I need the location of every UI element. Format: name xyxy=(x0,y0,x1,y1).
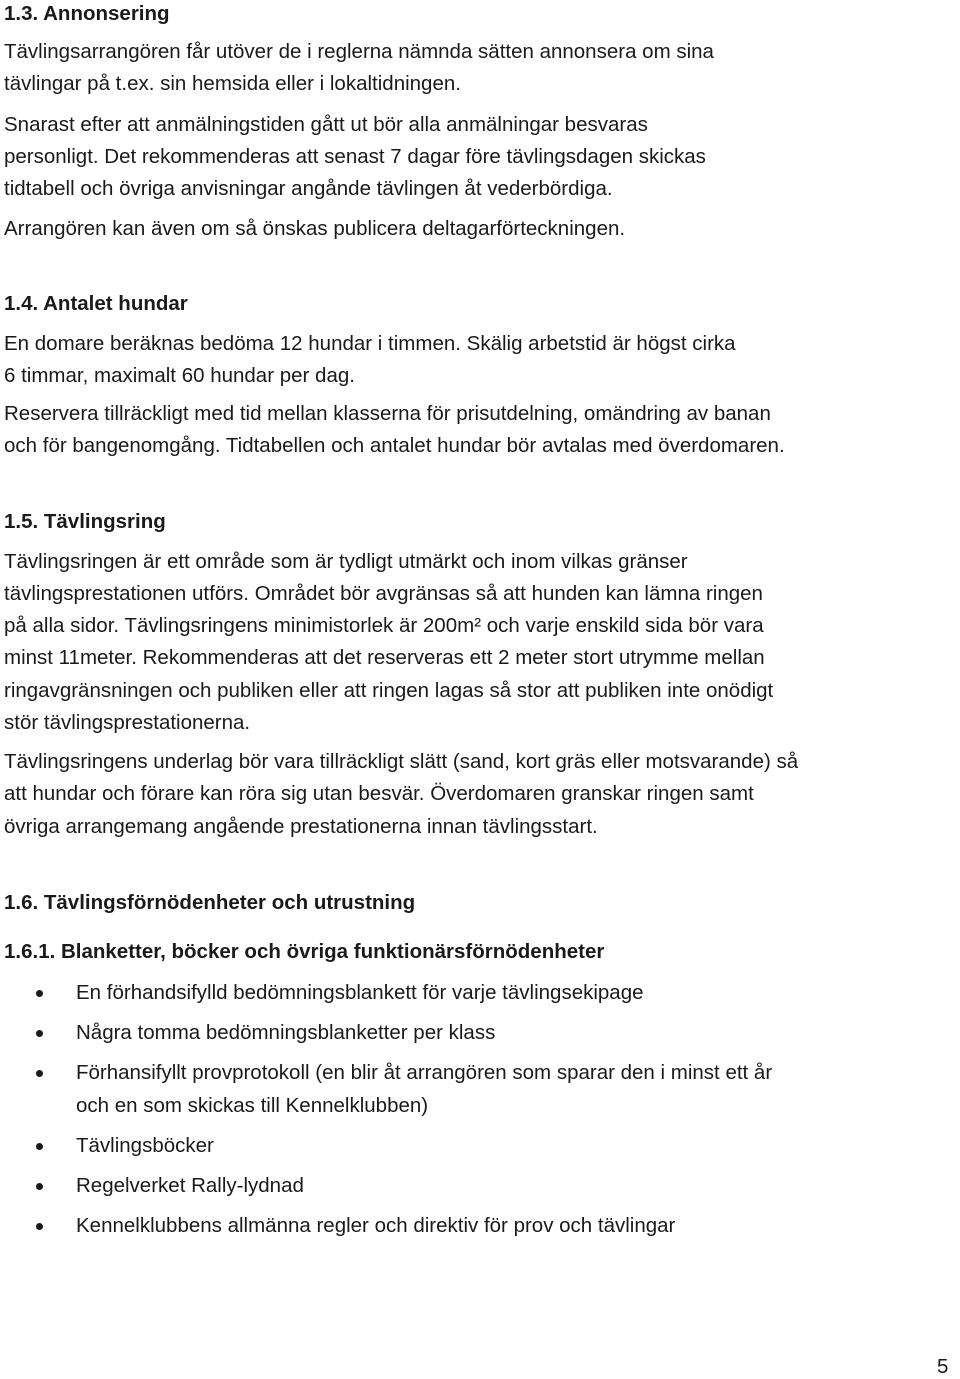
paragraph-line: övriga arrangemang angående prestationerna innan tävlingsstart. xyxy=(4,815,598,838)
paragraph-line: minst 11meter. Rekommenderas att det reserveras ett 2 meter stort utrymme mellan xyxy=(4,646,765,669)
paragraph-line: ringavgränsningen och publiken eller att ringen lagas så stor att publiken inte onödigt xyxy=(4,679,774,702)
paragraph-line: 6 timmar, maximalt 60 hundar per dag. xyxy=(4,364,355,387)
paragraph-line: att hundar och förare kan röra sig utan besvär. Överdomaren granskar ringen samt xyxy=(4,782,754,805)
bullet-icon xyxy=(36,1143,43,1150)
list-item-text: Förhansifyllt provprotokoll (en blir åt arrangören som sparar den i minst ett år xyxy=(76,1061,773,1084)
section-heading-tavlingsfornodenheter: 1.6. Tävlingsförnödenheter och utrustning xyxy=(4,891,416,914)
paragraph-line: Reservera tillräckligt med tid mellan klasserna för prisutdelning, omändring av banan xyxy=(4,402,771,425)
paragraph-line: stör tävlingsprestationerna. xyxy=(4,711,251,734)
bullet-icon xyxy=(36,1070,43,1077)
paragraph-line: på alla sidor. Tävlingsringens minimistorlek är 200m² och varje enskild sida bör vara xyxy=(4,614,764,637)
list-item-text: Kennelklubbens allmänna regler och direktiv för prov och tävlingar xyxy=(76,1214,676,1237)
paragraph-line: tävlingsprestationen utförs. Området bör avgränsas så att hunden kan lämna ringen xyxy=(4,582,763,605)
list-item-text: En förhandsifylld bedömningsblankett för varje tävlingsekipage xyxy=(76,981,644,1004)
section-heading-tavlingsring: 1.5. Tävlingsring xyxy=(4,510,166,533)
paragraph-line: Arrangören kan även om så önskas publicera deltagarförteckningen. xyxy=(4,217,626,240)
paragraph-line: tävlingar på t.ex. sin hemsida eller i lokaltidningen. xyxy=(4,72,461,95)
section-heading-annonsering: 1.3. Annonsering xyxy=(4,2,170,25)
bullet-icon xyxy=(36,1030,43,1037)
paragraph-line: Tävlingsarrangören får utöver de i reglerna nämnda sätten annonsera om sina xyxy=(4,40,714,63)
paragraph-line: Tävlingsringen är ett område som är tydligt utmärkt och inom vilkas gränser xyxy=(4,550,688,573)
list-item-text: Några tomma bedömningsblanketter per klass xyxy=(76,1021,496,1044)
bullet-icon xyxy=(36,1223,43,1230)
page-number: 5 xyxy=(937,1355,949,1378)
paragraph-line: Snarast efter att anmälningstiden gått ut bör alla anmälningar besvaras xyxy=(4,113,648,136)
bullet-icon xyxy=(36,1183,43,1190)
list-item-text: Regelverket Rally-lydnad xyxy=(76,1174,304,1197)
subsection-heading-blanketter: 1.6.1. Blanketter, böcker och övriga funktionärsförnödenheter xyxy=(4,940,605,963)
paragraph-line: Tävlingsringens underlag bör vara tillräckligt slätt (sand, kort gräs eller motsvarande) så xyxy=(4,750,799,773)
paragraph-line: tidtabell och övriga anvisningar angånde tävlingen åt vederbördiga. xyxy=(4,177,613,200)
paragraph-line: och för bangenomgång. Tidtabellen och antalet hundar bör avtalas med överdomaren. xyxy=(4,434,785,457)
list-item-text: Tävlingsböcker xyxy=(76,1134,214,1157)
paragraph-line: En domare beräknas bedöma 12 hundar i timmen. Skälig arbetstid är högst cirka xyxy=(4,332,736,355)
list-item-text: och en som skickas till Kennelklubben) xyxy=(76,1094,429,1117)
bullet-icon xyxy=(36,990,43,997)
section-heading-antalet-hundar: 1.4. Antalet hundar xyxy=(4,292,188,315)
paragraph-line: personligt. Det rekommenderas att senast 7 dagar före tävlingsdagen skickas xyxy=(4,145,706,168)
